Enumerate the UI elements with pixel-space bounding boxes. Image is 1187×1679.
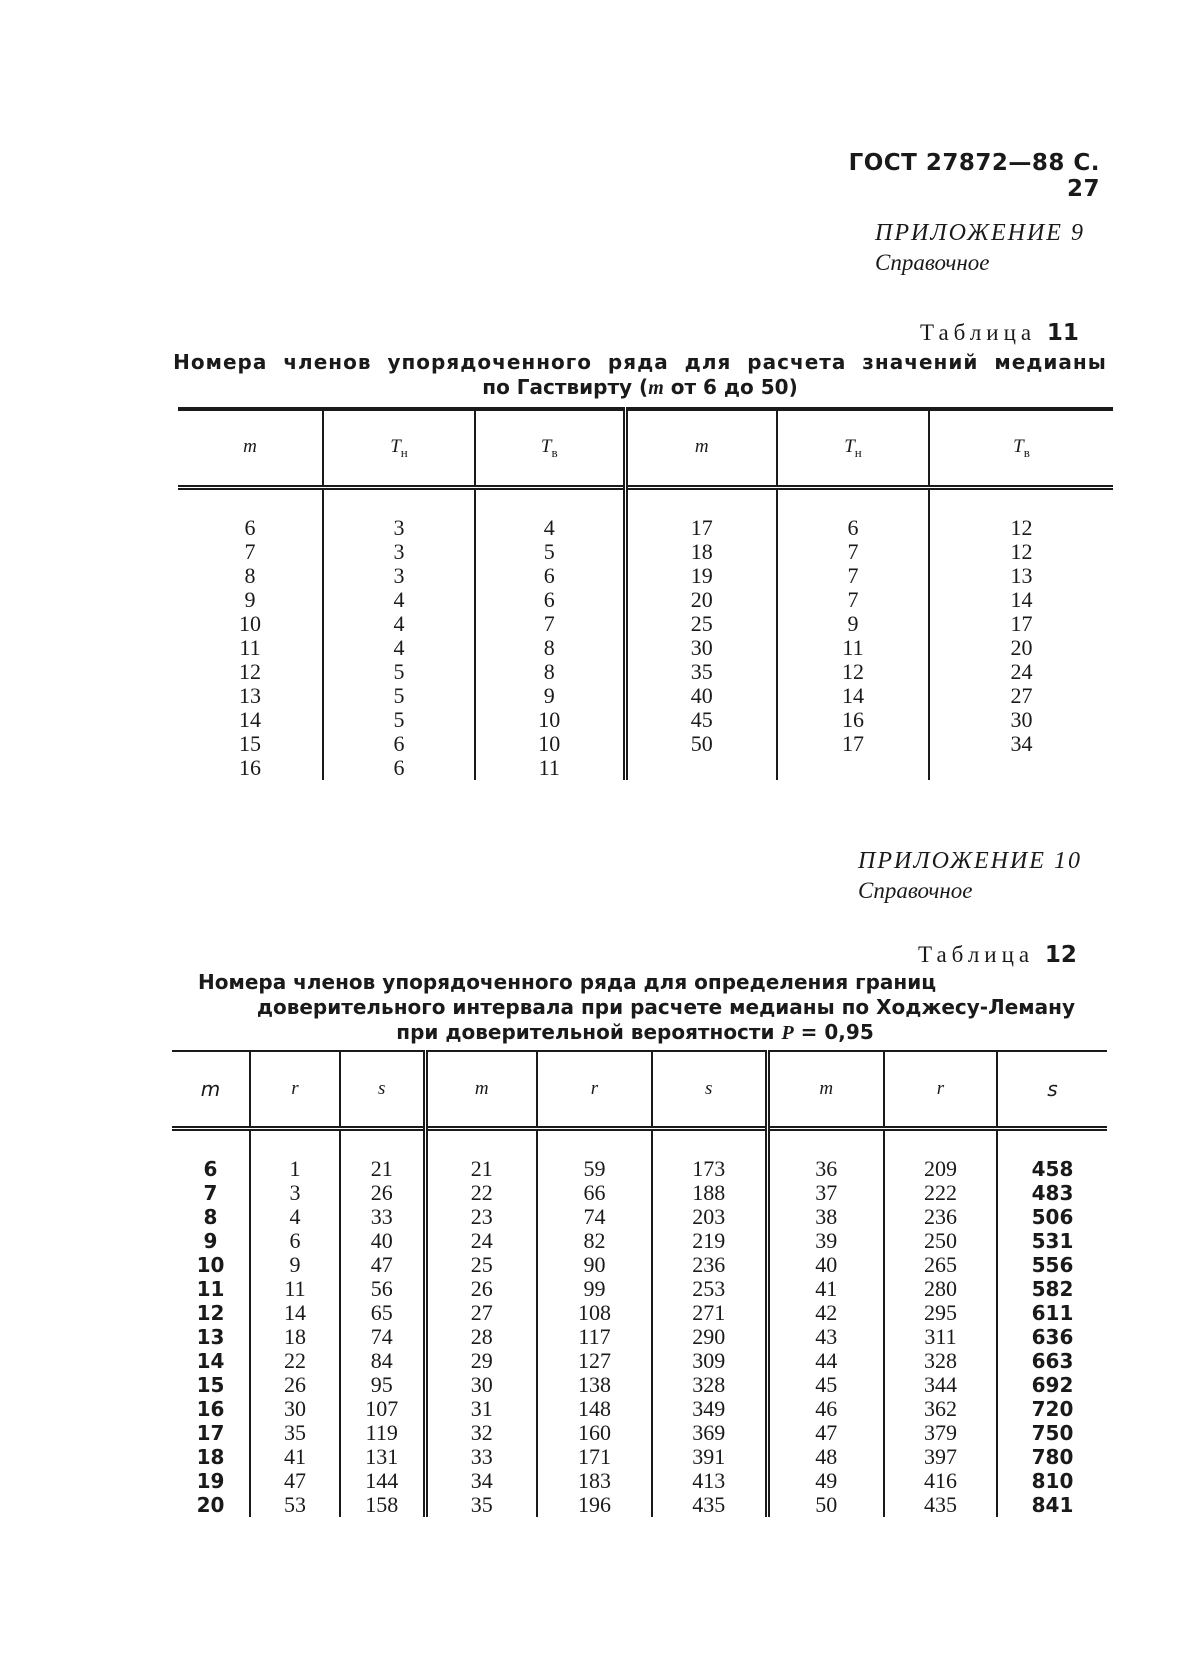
table-12-cell: 173 xyxy=(652,1157,767,1181)
table-11-cell: 14 xyxy=(777,684,929,708)
table-11-cell: 5 xyxy=(323,708,475,732)
table-12-cell: 38 xyxy=(767,1205,884,1229)
table-12-cell: 328 xyxy=(884,1349,997,1373)
table-11-cell: 3 xyxy=(323,540,475,564)
table-row xyxy=(172,1181,1107,1205)
table-12-cell: 56 xyxy=(340,1277,425,1301)
table-12-cell: 42 xyxy=(767,1301,884,1325)
table-12-cell: 309 xyxy=(652,1349,767,1373)
table-11-cell: 20 xyxy=(625,588,777,612)
table-12-spacer-row xyxy=(172,1129,1107,1158)
table-11-cell: 20 xyxy=(929,636,1113,660)
table-11-header: $T_н$ xyxy=(777,409,929,488)
table-12-cell: 483 xyxy=(997,1181,1107,1205)
table-11-cell: 4 xyxy=(323,612,475,636)
table-12-cell: 28 xyxy=(425,1325,537,1349)
appendix-9-title: ПРИЛОЖЕНИЕ 9 xyxy=(875,220,1085,246)
table-11-cell: 17 xyxy=(625,516,777,540)
table-12-cell: 144 xyxy=(340,1469,425,1493)
table-12-header: r xyxy=(250,1051,340,1129)
table-12-cell: 21 xyxy=(340,1157,425,1181)
table-11-cell: 10 xyxy=(475,732,625,756)
table-12-cell: 34 xyxy=(425,1469,537,1493)
table-row xyxy=(178,612,1113,636)
table-11-cell: 3 xyxy=(323,564,475,588)
table-11-cell: 4 xyxy=(323,588,475,612)
table-12-cell: 344 xyxy=(884,1373,997,1397)
table-11-cell: 17 xyxy=(929,612,1113,636)
table-11-cell: 7 xyxy=(475,612,625,636)
table-12-cell: 30 xyxy=(250,1397,340,1421)
table-11-cell: 11 xyxy=(475,756,625,780)
table-12-cell: 20 xyxy=(196,1493,225,1517)
table-12-cell: 11 xyxy=(250,1277,340,1301)
table-12-cell: 1 xyxy=(250,1157,340,1181)
table-12-cell: 117 xyxy=(537,1325,652,1349)
table-11-cell: 6 xyxy=(777,516,929,540)
table-11-cell: 12 xyxy=(929,540,1113,564)
table-row xyxy=(178,588,1113,612)
table-11-number xyxy=(920,320,1079,346)
table-11-cell: 17 xyxy=(777,732,929,756)
table-12-cell: 47 xyxy=(340,1253,425,1277)
table-11-caption xyxy=(170,350,1110,401)
table-11-cell: 7 xyxy=(777,588,929,612)
table-12-cell: 435 xyxy=(884,1493,997,1517)
table-11-header: $T_н$ xyxy=(323,409,475,488)
table-12-cell: 13 xyxy=(196,1325,225,1349)
table-12-cell: 416 xyxy=(884,1469,997,1493)
table-12-cell: 391 xyxy=(652,1445,767,1469)
table-12-header-row xyxy=(172,1051,1107,1129)
table-12-cell: 74 xyxy=(340,1325,425,1349)
table-row xyxy=(178,516,1113,540)
table-12-cell: 46 xyxy=(767,1397,884,1421)
table-11-cell: 14 xyxy=(239,707,261,732)
table-12-cell: 188 xyxy=(652,1181,767,1205)
table-12-cell: 108 xyxy=(537,1301,652,1325)
table-12-cell: 127 xyxy=(537,1349,652,1373)
table-12-cell: 311 xyxy=(884,1325,997,1349)
table-12-cell: 236 xyxy=(652,1253,767,1277)
table-row xyxy=(172,1469,1107,1493)
table-12-cell: 27 xyxy=(425,1301,537,1325)
table-11-cell: 13 xyxy=(239,683,261,708)
table-12-cell: 7 xyxy=(203,1181,218,1205)
table-11-cell: 6 xyxy=(244,515,256,540)
table-12-cell: 3 xyxy=(250,1181,340,1205)
table-11-cell: 6 xyxy=(475,564,625,588)
table-row xyxy=(172,1373,1107,1397)
table-11-cell: 45 xyxy=(625,708,777,732)
table-11-caption-line2: по Гаствирту (m от 6 до 50) xyxy=(482,375,798,399)
table-11-cell: 15 xyxy=(239,731,261,756)
table-12-cell: 107 xyxy=(340,1397,425,1421)
table-11-cell: 30 xyxy=(929,708,1113,732)
table-row xyxy=(178,564,1113,588)
table-row xyxy=(172,1157,1107,1181)
table-12-cell: 32 xyxy=(425,1421,537,1445)
table-11-cell: 12 xyxy=(239,659,261,684)
table-11-cell: 9 xyxy=(777,612,929,636)
table-12-cell: 40 xyxy=(767,1253,884,1277)
page-header: ГОСТ 27872—88 С. 27 xyxy=(848,150,1100,202)
table-11-number-label: Таблица xyxy=(920,320,1037,345)
table-12-cell: 47 xyxy=(250,1469,340,1493)
table-12-cell: 12 xyxy=(196,1301,225,1325)
table-12-cell: 25 xyxy=(425,1253,537,1277)
table-12-caption xyxy=(195,970,1075,1046)
table-12-cell: 119 xyxy=(340,1421,425,1445)
table-11-cell: 7 xyxy=(244,539,256,564)
table-row xyxy=(178,636,1113,660)
table-12-cell: 22 xyxy=(250,1349,340,1373)
table-12-header: r xyxy=(884,1051,997,1129)
table-11-cell: 9 xyxy=(475,684,625,708)
table-11-cell: 14 xyxy=(929,588,1113,612)
table-row xyxy=(178,756,1113,780)
table-12-cell: 26 xyxy=(340,1181,425,1205)
table-row xyxy=(178,540,1113,564)
table-12-cell: 41 xyxy=(767,1277,884,1301)
table-12-cell: 11 xyxy=(196,1277,225,1301)
table-12-cell: 692 xyxy=(997,1373,1107,1397)
table-row xyxy=(172,1397,1107,1421)
table-11-cell: 40 xyxy=(625,684,777,708)
table-12-cell: 582 xyxy=(997,1277,1107,1301)
table-12-caption-line2: доверительного интервала при расчете медианы по Ходжесу-Леману xyxy=(256,995,1075,1019)
table-12-cell: 9 xyxy=(203,1229,218,1253)
table-12-cell: 397 xyxy=(884,1445,997,1469)
appendix-10-title: ПРИЛОЖЕНИЕ 10 xyxy=(858,848,1082,874)
table-11-cell: 16 xyxy=(777,708,929,732)
table-11-cell: 34 xyxy=(929,732,1113,756)
table-12-cell: 253 xyxy=(652,1277,767,1301)
table-11-cell: 7 xyxy=(777,540,929,564)
table-12-cell: 148 xyxy=(537,1397,652,1421)
table-row xyxy=(172,1349,1107,1373)
table-12-cell: 15 xyxy=(196,1373,225,1397)
table-12-cell: 209 xyxy=(884,1157,997,1181)
table-12-cell: 14 xyxy=(196,1349,225,1373)
table-12-cell: 171 xyxy=(537,1445,652,1469)
table-12-cell: 35 xyxy=(250,1421,340,1445)
table-11-cell: 11 xyxy=(777,636,929,660)
table-12-cell: 663 xyxy=(997,1349,1107,1373)
table-11-cell: 12 xyxy=(777,660,929,684)
table-12-cell: 82 xyxy=(537,1229,652,1253)
table-12-cell: 160 xyxy=(537,1421,652,1445)
table-12-cell: 59 xyxy=(537,1157,652,1181)
table-11-cell: 7 xyxy=(777,564,929,588)
table-12-cell: 33 xyxy=(340,1205,425,1229)
table-12-cell: 131 xyxy=(340,1445,425,1469)
table-12-cell: 26 xyxy=(250,1373,340,1397)
table-11-spacer-row xyxy=(178,488,1113,517)
table-11-cell: 5 xyxy=(475,540,625,564)
table-11 xyxy=(178,407,1113,780)
table-row xyxy=(172,1277,1107,1301)
table-12-cell: 349 xyxy=(652,1397,767,1421)
table-12-cell: 271 xyxy=(652,1301,767,1325)
table-12-cell: 41 xyxy=(250,1445,340,1469)
table-12-cell: 280 xyxy=(884,1277,997,1301)
table-11-caption-line1: Номера членов упорядоченного ряда для расчета значений медианы xyxy=(173,350,1107,374)
table-12-cell: 74 xyxy=(537,1205,652,1229)
table-12-header: s xyxy=(340,1051,425,1129)
table-12-cell: 219 xyxy=(652,1229,767,1253)
table-11-cell xyxy=(777,756,929,780)
table-12-cell: 90 xyxy=(537,1253,652,1277)
table-12-caption-line3: при доверительной вероятности P = 0,95 xyxy=(396,1020,874,1044)
table-11-cell: 8 xyxy=(244,563,256,588)
table-12-cell: 158 xyxy=(340,1493,425,1517)
table-12-cell: 458 xyxy=(997,1157,1107,1181)
table-12-cell: 21 xyxy=(425,1157,537,1181)
table-12-cell: 19 xyxy=(196,1469,225,1493)
table-11-cell: 16 xyxy=(239,755,261,780)
table-12-cell: 10 xyxy=(196,1253,225,1277)
table-11-cell: 8 xyxy=(475,636,625,660)
table-11-cell: 4 xyxy=(475,516,625,540)
table-11-cell: 13 xyxy=(929,564,1113,588)
table-12-header: s xyxy=(652,1051,767,1129)
table-12-header: m xyxy=(425,1051,537,1129)
table-12-cell: 49 xyxy=(767,1469,884,1493)
table-12-cell: 138 xyxy=(537,1373,652,1397)
table-12-cell: 8 xyxy=(203,1205,218,1229)
table-12-header: s xyxy=(997,1051,1107,1129)
table-12-cell: 556 xyxy=(997,1253,1107,1277)
table-12-cell: 435 xyxy=(652,1493,767,1517)
table-12-cell: 16 xyxy=(196,1397,225,1421)
table-12-cell: 31 xyxy=(425,1397,537,1421)
table-11-header: m xyxy=(243,435,257,457)
table-12-cell: 44 xyxy=(767,1349,884,1373)
table-11-cell: 5 xyxy=(323,660,475,684)
table-11-cell: 10 xyxy=(475,708,625,732)
table-11-cell: 12 xyxy=(929,516,1113,540)
table-12-number xyxy=(918,942,1077,968)
table-12-header: m xyxy=(767,1051,884,1129)
table-12-cell: 29 xyxy=(425,1349,537,1373)
table-12-cell: 18 xyxy=(196,1445,225,1469)
table-12-cell: 265 xyxy=(884,1253,997,1277)
table-11-cell: 4 xyxy=(323,636,475,660)
table-12-cell: 379 xyxy=(884,1421,997,1445)
table-12-cell: 250 xyxy=(884,1229,997,1253)
table-12-cell: 24 xyxy=(425,1229,537,1253)
table-12-cell: 43 xyxy=(767,1325,884,1349)
table-12-cell: 36 xyxy=(767,1157,884,1181)
table-12-cell: 328 xyxy=(652,1373,767,1397)
table-11-cell xyxy=(625,756,777,780)
appendix-9-subtitle: Справочное xyxy=(875,250,990,275)
table-12-cell: 4 xyxy=(250,1205,340,1229)
table-11-cell: 5 xyxy=(323,684,475,708)
table-11-cell: 18 xyxy=(625,540,777,564)
table-12-cell: 37 xyxy=(767,1181,884,1205)
table-12-cell: 45 xyxy=(767,1373,884,1397)
table-11-cell: 9 xyxy=(244,587,256,612)
table-12-cell: 17 xyxy=(196,1421,225,1445)
table-row xyxy=(178,684,1113,708)
table-11-cell: 30 xyxy=(625,636,777,660)
table-12-cell: 369 xyxy=(652,1421,767,1445)
table-11-header: m xyxy=(625,409,777,488)
table-12-cell: 841 xyxy=(997,1493,1107,1517)
table-12-cell: 531 xyxy=(997,1229,1107,1253)
table-row xyxy=(178,732,1113,756)
table-12-cell: 810 xyxy=(997,1469,1107,1493)
table-12-cell: 9 xyxy=(250,1253,340,1277)
table-12-caption-line1: Номера членов упорядоченного ряда для определения границ xyxy=(198,970,937,994)
table-12-cell: 40 xyxy=(340,1229,425,1253)
table-12-cell: 84 xyxy=(340,1349,425,1373)
table-12-cell: 295 xyxy=(884,1301,997,1325)
table-12-cell: 30 xyxy=(425,1373,537,1397)
table-12-cell: 290 xyxy=(652,1325,767,1349)
table-11-cell: 50 xyxy=(625,732,777,756)
table-12-header: m xyxy=(200,1077,221,1101)
table-12-cell: 183 xyxy=(537,1469,652,1493)
table-12-cell: 362 xyxy=(884,1397,997,1421)
table-12-cell: 99 xyxy=(537,1277,652,1301)
table-11-cell xyxy=(929,756,1113,780)
appendix-10-subtitle: Справочное xyxy=(858,878,973,903)
table-11-cell: 6 xyxy=(323,732,475,756)
table-12-cell: 65 xyxy=(340,1301,425,1325)
table-12-cell: 750 xyxy=(997,1421,1107,1445)
table-12-cell: 33 xyxy=(425,1445,537,1469)
table-11-cell: 35 xyxy=(625,660,777,684)
table-11-header: $T_в$ xyxy=(929,409,1113,488)
table-12-cell: 95 xyxy=(340,1373,425,1397)
table-11-cell: 19 xyxy=(625,564,777,588)
table-11-cell: 8 xyxy=(475,660,625,684)
table-12-cell: 53 xyxy=(250,1493,340,1517)
table-row xyxy=(172,1229,1107,1253)
table-row xyxy=(178,708,1113,732)
table-11-header: $T_в$ xyxy=(475,409,625,488)
table-12-cell: 780 xyxy=(997,1445,1107,1469)
table-12-cell: 222 xyxy=(884,1181,997,1205)
table-12-cell: 50 xyxy=(767,1493,884,1517)
table-11-header-row xyxy=(178,409,1113,488)
table-12-cell: 720 xyxy=(997,1397,1107,1421)
table-12-cell: 23 xyxy=(425,1205,537,1229)
table-12-cell: 47 xyxy=(767,1421,884,1445)
table-11-cell: 24 xyxy=(929,660,1113,684)
table-12-cell: 6 xyxy=(203,1157,218,1181)
table-row xyxy=(172,1421,1107,1445)
table-12-cell: 22 xyxy=(425,1181,537,1205)
table-11-number-value: 11 xyxy=(1046,320,1079,346)
table-11-cell: 6 xyxy=(475,588,625,612)
table-12-cell: 413 xyxy=(652,1469,767,1493)
table-12-cell: 196 xyxy=(537,1493,652,1517)
table-row xyxy=(172,1445,1107,1469)
table-row xyxy=(172,1205,1107,1229)
table-12-cell: 35 xyxy=(425,1493,537,1517)
table-11-cell: 27 xyxy=(929,684,1113,708)
table-11-cell: 25 xyxy=(625,612,777,636)
table-12-cell: 6 xyxy=(250,1229,340,1253)
table-11-cell: 6 xyxy=(323,756,475,780)
table-12-cell: 14 xyxy=(250,1301,340,1325)
table-12-cell: 48 xyxy=(767,1445,884,1469)
table-12-cell: 39 xyxy=(767,1229,884,1253)
table-12-cell: 506 xyxy=(997,1205,1107,1229)
table-row xyxy=(172,1301,1107,1325)
table-12-cell: 18 xyxy=(250,1325,340,1349)
table-12-cell: 203 xyxy=(652,1205,767,1229)
table-12-number-label: Таблица xyxy=(918,942,1035,967)
table-row xyxy=(172,1253,1107,1277)
table-12 xyxy=(172,1050,1107,1517)
table-12-header: r xyxy=(537,1051,652,1129)
table-11-cell: 11 xyxy=(239,635,261,660)
table-row xyxy=(172,1325,1107,1349)
table-12-cell: 66 xyxy=(537,1181,652,1205)
table-12-number-value: 12 xyxy=(1044,942,1077,968)
table-row xyxy=(178,660,1113,684)
table-12-cell: 26 xyxy=(425,1277,537,1301)
table-11-cell: 10 xyxy=(239,611,261,636)
table-11-cell: 3 xyxy=(323,516,475,540)
table-12-cell: 611 xyxy=(997,1301,1107,1325)
table-12-cell: 636 xyxy=(997,1325,1107,1349)
table-row xyxy=(172,1493,1107,1517)
table-12-cell: 236 xyxy=(884,1205,997,1229)
